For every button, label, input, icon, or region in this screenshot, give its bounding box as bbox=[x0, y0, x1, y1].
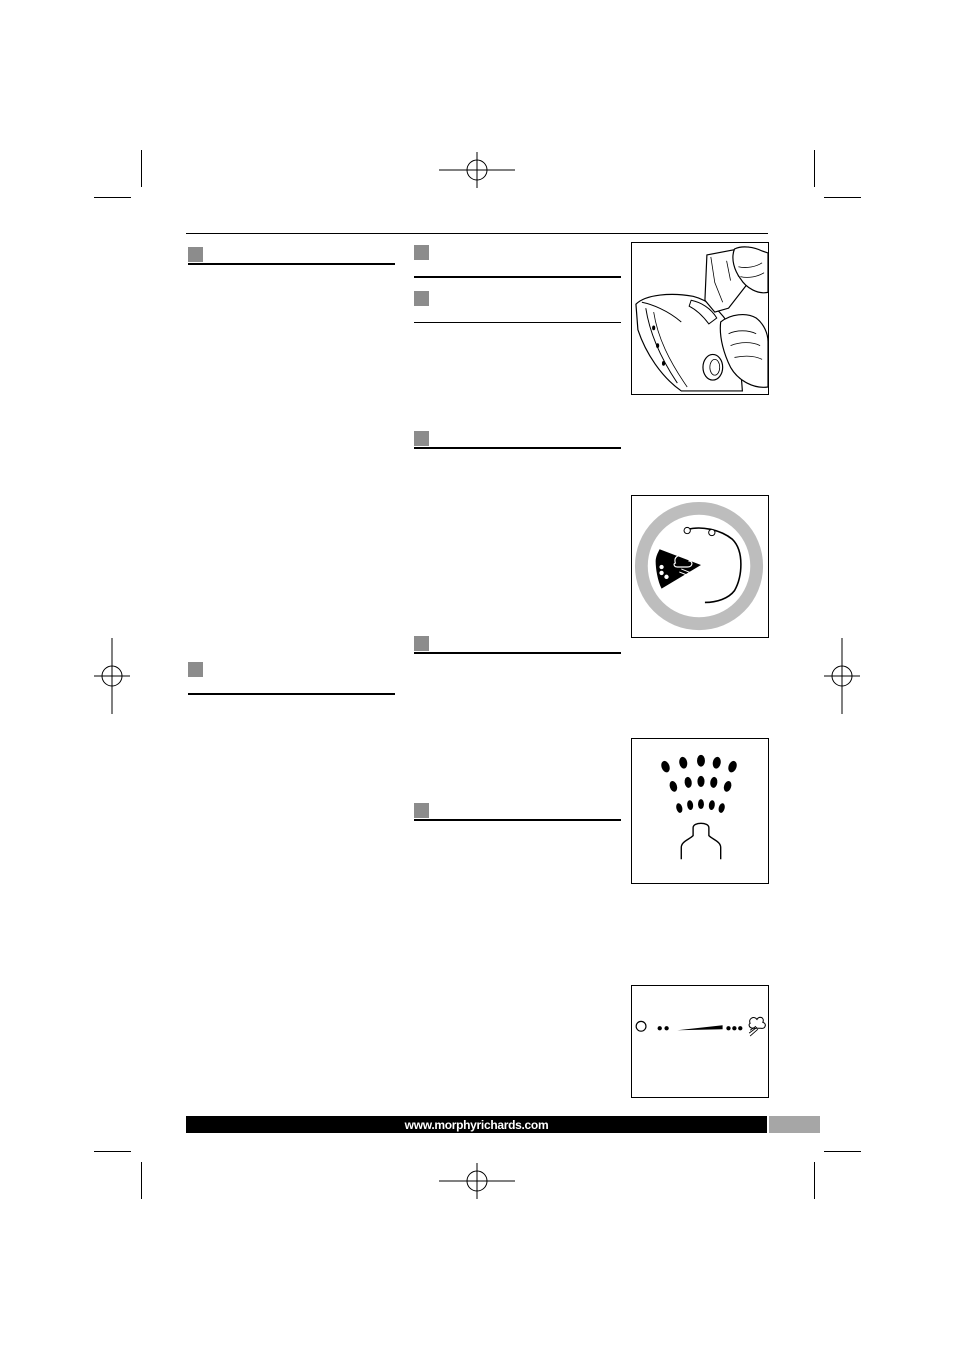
hand-filling-iron-icon bbox=[632, 243, 768, 394]
header-rule bbox=[186, 233, 768, 234]
section-marker bbox=[414, 803, 429, 818]
section-rule bbox=[414, 447, 621, 449]
section-rule bbox=[414, 819, 621, 821]
figure-steam-burst bbox=[631, 738, 769, 884]
figure-steam-control bbox=[631, 985, 769, 1098]
figure-temperature-dial bbox=[631, 495, 769, 638]
section-rule bbox=[414, 322, 621, 323]
registration-mark-right bbox=[822, 636, 862, 716]
footer-bar bbox=[186, 1116, 767, 1133]
section-rule bbox=[188, 693, 395, 695]
registration-mark-bottom bbox=[437, 1161, 517, 1201]
page-number-tab bbox=[769, 1116, 820, 1133]
website-url[interactable]: www.morphyrichards.com bbox=[404, 1117, 549, 1132]
registration-mark-left bbox=[92, 636, 132, 716]
steam-control-slider-icon bbox=[632, 986, 768, 1097]
figure-fill-water bbox=[631, 242, 769, 395]
section-marker bbox=[414, 431, 429, 446]
temperature-dial-icon bbox=[632, 496, 768, 637]
section-marker bbox=[188, 247, 203, 262]
section-marker bbox=[188, 662, 203, 677]
section-marker bbox=[414, 636, 429, 651]
section-marker bbox=[414, 291, 429, 306]
section-rule bbox=[414, 276, 621, 278]
section-rule bbox=[414, 652, 621, 654]
registration-mark-top bbox=[437, 150, 517, 190]
section-rule bbox=[188, 263, 395, 265]
section-marker bbox=[414, 245, 429, 260]
steam-burst-icon bbox=[632, 739, 768, 883]
